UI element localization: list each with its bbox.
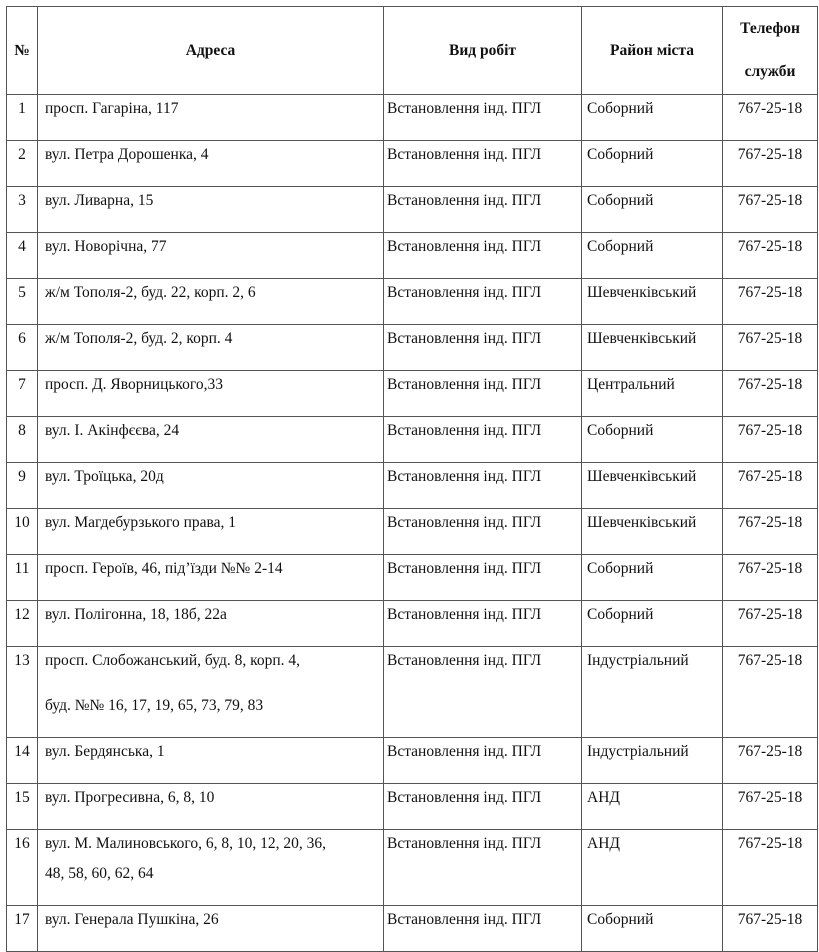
header-district: Район міста <box>582 7 723 95</box>
row-address: вул. Петра Дорошенка, 4 <box>38 141 384 187</box>
row-num: 11 <box>7 555 38 601</box>
row-work: Встановлення інд. ПГЛ <box>384 325 582 371</box>
row-num: 6 <box>7 325 38 371</box>
row-phone: 767-25-18 <box>723 325 818 371</box>
row-phone: 767-25-18 <box>723 830 818 906</box>
row-address <box>38 647 384 738</box>
row-address-line1: просп. Слобожанський, буд. 8, корп. 4, <box>45 652 301 669</box>
header-phone-line2: служби <box>744 63 796 80</box>
row-district: Центральний <box>582 371 723 417</box>
row-num: 13 <box>7 647 38 738</box>
row-address-line1: вул. М. Малиновського, 6, 8, 10, 12, 20, 36, <box>45 835 327 852</box>
table-row <box>7 187 818 233</box>
row-district: Індустріальний <box>582 647 723 738</box>
row-district: Шевченківський <box>582 279 723 325</box>
row-work: Встановлення інд. ПГЛ <box>384 187 582 233</box>
table-row <box>7 279 818 325</box>
table-row <box>7 95 818 141</box>
row-phone: 767-25-18 <box>723 141 818 187</box>
row-phone: 767-25-18 <box>723 279 818 325</box>
row-phone: 767-25-18 <box>723 371 818 417</box>
header-num: № <box>7 7 38 95</box>
header-phone-line1: Телефон <box>740 20 800 37</box>
row-num: 5 <box>7 279 38 325</box>
table-row <box>7 830 818 906</box>
row-address-line2: 48, 58, 60, 62, 64 <box>45 865 154 882</box>
row-district: АНД <box>582 830 723 906</box>
row-district: Соборний <box>582 601 723 647</box>
row-phone: 767-25-18 <box>723 906 818 952</box>
table-header-row <box>7 7 818 95</box>
row-work: Встановлення інд. ПГЛ <box>384 371 582 417</box>
row-work: Встановлення інд. ПГЛ <box>384 509 582 555</box>
row-work: Встановлення інд. ПГЛ <box>384 647 582 738</box>
table-row <box>7 233 818 279</box>
row-district: Соборний <box>582 417 723 463</box>
table-row <box>7 141 818 187</box>
header-phone <box>723 7 818 95</box>
row-address: вул. Прогресивна, 6, 8, 10 <box>38 784 384 830</box>
row-num: 14 <box>7 738 38 784</box>
row-num: 10 <box>7 509 38 555</box>
row-work: Встановлення інд. ПГЛ <box>384 738 582 784</box>
row-district: АНД <box>582 784 723 830</box>
row-work: Встановлення інд. ПГЛ <box>384 417 582 463</box>
row-district: Соборний <box>582 555 723 601</box>
row-district: Соборний <box>582 906 723 952</box>
row-work: Встановлення інд. ПГЛ <box>384 279 582 325</box>
table-row <box>7 325 818 371</box>
row-work: Встановлення інд. ПГЛ <box>384 463 582 509</box>
row-address: ж/м Тополя-2, буд. 2, корп. 4 <box>38 325 384 371</box>
row-phone: 767-25-18 <box>723 187 818 233</box>
row-num: 12 <box>7 601 38 647</box>
row-district: Шевченківський <box>582 509 723 555</box>
row-address: просп. Гагаріна, 117 <box>38 95 384 141</box>
row-district: Соборний <box>582 141 723 187</box>
row-address: ж/м Тополя-2, буд. 22, корп. 2, 6 <box>38 279 384 325</box>
row-address: просп. Героїв, 46, під’їзди №№ 2-14 <box>38 555 384 601</box>
row-address: вул. Новорічна, 77 <box>38 233 384 279</box>
row-phone: 767-25-18 <box>723 233 818 279</box>
row-work: Встановлення інд. ПГЛ <box>384 95 582 141</box>
row-phone: 767-25-18 <box>723 95 818 141</box>
row-district: Шевченківський <box>582 463 723 509</box>
table-row <box>7 601 818 647</box>
header-address: Адреса <box>38 7 384 95</box>
table-row <box>7 371 818 417</box>
row-phone: 767-25-18 <box>723 417 818 463</box>
row-work: Встановлення інд. ПГЛ <box>384 233 582 279</box>
works-table <box>6 6 818 952</box>
row-address: вул. Полігонна, 18, 18б, 22а <box>38 601 384 647</box>
row-work: Встановлення інд. ПГЛ <box>384 906 582 952</box>
row-work: Встановлення інд. ПГЛ <box>384 601 582 647</box>
row-num: 16 <box>7 830 38 906</box>
row-address: просп. Д. Яворницького,33 <box>38 371 384 417</box>
row-work: Встановлення інд. ПГЛ <box>384 555 582 601</box>
row-phone: 767-25-18 <box>723 463 818 509</box>
row-district: Соборний <box>582 233 723 279</box>
table-row <box>7 647 818 738</box>
row-district: Шевченківський <box>582 325 723 371</box>
row-num: 2 <box>7 141 38 187</box>
row-work: Встановлення інд. ПГЛ <box>384 784 582 830</box>
row-phone: 767-25-18 <box>723 601 818 647</box>
row-num: 15 <box>7 784 38 830</box>
row-address: вул. Ливарна, 15 <box>38 187 384 233</box>
row-work: Встановлення інд. ПГЛ <box>384 141 582 187</box>
row-address: вул. Генерала Пушкіна, 26 <box>38 906 384 952</box>
table-row <box>7 509 818 555</box>
row-district: Соборний <box>582 187 723 233</box>
row-num: 1 <box>7 95 38 141</box>
table-row <box>7 738 818 784</box>
row-phone: 767-25-18 <box>723 647 818 738</box>
row-num: 7 <box>7 371 38 417</box>
table-row <box>7 906 818 952</box>
row-address: вул. Магдебурзького права, 1 <box>38 509 384 555</box>
row-district: Соборний <box>582 95 723 141</box>
row-phone: 767-25-18 <box>723 509 818 555</box>
row-address: вул. Троїцька, 20д <box>38 463 384 509</box>
row-num: 9 <box>7 463 38 509</box>
row-num: 4 <box>7 233 38 279</box>
row-address <box>38 830 384 906</box>
row-address: вул. Бердянська, 1 <box>38 738 384 784</box>
row-num: 17 <box>7 906 38 952</box>
table-row <box>7 463 818 509</box>
row-address-line2: буд. №№ 16, 17, 19, 65, 73, 79, 83 <box>45 697 264 714</box>
row-phone: 767-25-18 <box>723 555 818 601</box>
row-address: вул. І. Акінфєєва, 24 <box>38 417 384 463</box>
table-row <box>7 417 818 463</box>
header-work: Вид робіт <box>384 7 582 95</box>
table-row <box>7 555 818 601</box>
row-district: Індустріальний <box>582 738 723 784</box>
row-phone: 767-25-18 <box>723 738 818 784</box>
table-row <box>7 784 818 830</box>
row-phone: 767-25-18 <box>723 784 818 830</box>
row-num: 8 <box>7 417 38 463</box>
row-work: Встановлення інд. ПГЛ <box>384 830 582 906</box>
row-num: 3 <box>7 187 38 233</box>
